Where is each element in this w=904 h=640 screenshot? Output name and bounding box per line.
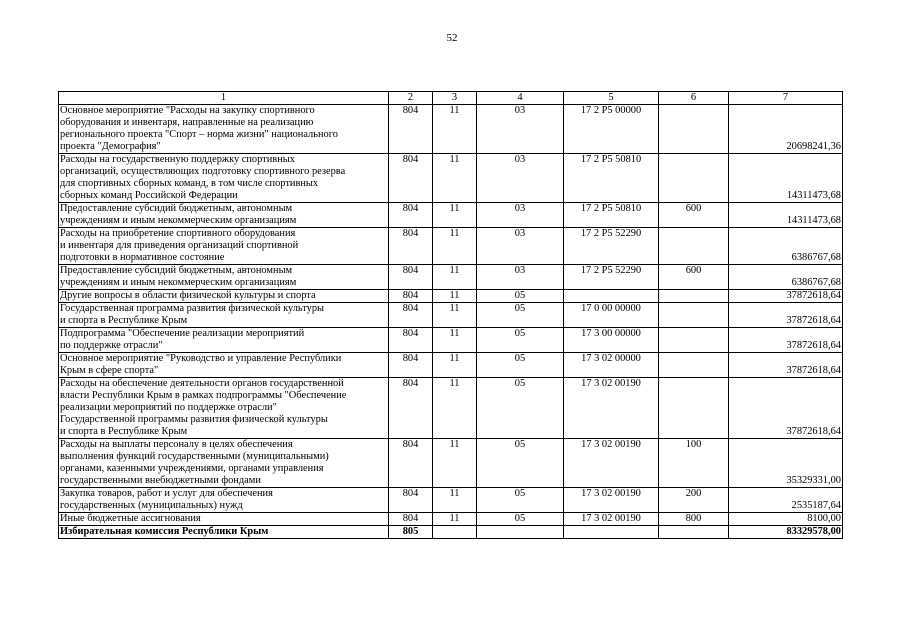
cell-target-article: [564, 290, 659, 303]
table-row: [59, 228, 843, 265]
cell-target-article: 17 3 00 00000: [564, 328, 659, 353]
cell-amount: 37872618,64: [729, 328, 843, 353]
cell-expense-type: [659, 526, 729, 539]
cell-subsection: 05: [477, 488, 564, 513]
table-row: [59, 439, 843, 488]
cell-target-article: [564, 526, 659, 539]
cell-expense-type: [659, 328, 729, 353]
cell-subsection: 05: [477, 303, 564, 328]
description-line: учреждениям и иным некоммерческим организациям: [60, 277, 297, 288]
cell-section: 11: [433, 513, 477, 526]
column-header: 3: [433, 92, 477, 105]
table-row: [59, 290, 843, 303]
cell-amount: 37872618,64: [729, 378, 843, 439]
cell-amount: 14311473,68: [729, 203, 843, 228]
cell-section: 11: [433, 105, 477, 154]
table-body: [59, 105, 843, 539]
row-description: [59, 154, 389, 203]
cell-section: 11: [433, 228, 477, 265]
row-description: [59, 265, 389, 290]
row-description: [59, 290, 389, 303]
cell-target-article: 17 3 02 00000: [564, 353, 659, 378]
cell-amount: 14311473,68: [729, 154, 843, 203]
cell-target-article: 17 2 P5 00000: [564, 105, 659, 154]
description-line: Расходы на приобретение спортивного оборудования: [60, 228, 296, 239]
cell-ministry-code: 804: [389, 513, 433, 526]
cell-amount: 37872618,64: [729, 290, 843, 303]
table-row: [59, 353, 843, 378]
cell-amount: 20698241,36: [729, 105, 843, 154]
description-line: учреждениям и иным некоммерческим организациям: [60, 215, 297, 226]
row-description: [59, 203, 389, 228]
cell-subsection: 03: [477, 203, 564, 228]
cell-section: [433, 526, 477, 539]
table-row: [59, 526, 843, 539]
cell-target-article: 17 3 02 00190: [564, 439, 659, 488]
cell-target-article: 17 3 02 00190: [564, 488, 659, 513]
cell-subsection: 05: [477, 353, 564, 378]
cell-ministry-code: 804: [389, 105, 433, 154]
description-line: Основное мероприятие "Расходы на закупку спортивного: [60, 105, 315, 116]
cell-target-article: 17 3 02 00190: [564, 378, 659, 439]
column-header: 4: [477, 92, 564, 105]
cell-section: 11: [433, 353, 477, 378]
cell-subsection: 05: [477, 513, 564, 526]
description-line: Крым в сфере спорта": [60, 365, 159, 376]
cell-subsection: [477, 526, 564, 539]
description-line: Иные бюджетные ассигнования: [60, 513, 201, 524]
description-line: Подпрограмма "Обеспечение реализации мероприятий: [60, 328, 305, 339]
cell-section: 11: [433, 154, 477, 203]
cell-ministry-code: 804: [389, 488, 433, 513]
table-row: [59, 265, 843, 290]
cell-amount: 6386767,68: [729, 228, 843, 265]
cell-expense-type: [659, 154, 729, 203]
description-line: и спорта в Республике Крым: [60, 426, 188, 437]
description-line: Государственной программы развития физической культуры: [60, 414, 328, 425]
cell-subsection: 03: [477, 228, 564, 265]
table-row: [59, 328, 843, 353]
description-line: выполнения функций государственными (муниципальными): [60, 451, 329, 462]
cell-subsection: 05: [477, 439, 564, 488]
table-row: [59, 154, 843, 203]
description-line: и инвентаря для приведения организаций спортивной: [60, 240, 299, 251]
row-description: [59, 513, 389, 526]
column-header: 6: [659, 92, 729, 105]
cell-ministry-code: 804: [389, 203, 433, 228]
cell-expense-type: [659, 228, 729, 265]
cell-expense-type: [659, 303, 729, 328]
table-row: [59, 488, 843, 513]
cell-section: 11: [433, 378, 477, 439]
cell-subsection: 05: [477, 378, 564, 439]
description-line: Предоставление субсидий бюджетным, автономным: [60, 265, 293, 276]
cell-target-article: 17 0 00 00000: [564, 303, 659, 328]
budget-table: [58, 91, 843, 539]
cell-target-article: 17 2 P5 52290: [564, 265, 659, 290]
cell-ministry-code: 804: [389, 353, 433, 378]
cell-ministry-code: 804: [389, 439, 433, 488]
cell-subsection: 03: [477, 154, 564, 203]
cell-amount: 37872618,64: [729, 353, 843, 378]
cell-section: 11: [433, 290, 477, 303]
cell-expense-type: 200: [659, 488, 729, 513]
description-line: Предоставление субсидий бюджетным, автономным: [60, 203, 293, 214]
row-description: [59, 228, 389, 265]
column-header: 1: [59, 92, 389, 105]
cell-expense-type: [659, 105, 729, 154]
page-number: 52: [446, 32, 458, 44]
cell-ministry-code: 804: [389, 378, 433, 439]
cell-target-article: 17 2 P5 52290: [564, 228, 659, 265]
cell-ministry-code: 804: [389, 154, 433, 203]
row-description: [59, 328, 389, 353]
cell-subsection: 05: [477, 290, 564, 303]
description-line: Расходы на обеспечение деятельности органов государственной: [60, 378, 344, 389]
cell-section: 11: [433, 439, 477, 488]
description-line: государственных (муниципальных) нужд: [60, 500, 243, 511]
cell-ministry-code: 804: [389, 265, 433, 290]
row-description: [59, 353, 389, 378]
table-row: [59, 378, 843, 439]
table-header-row: [59, 92, 843, 105]
description-line: Закупка товаров, работ и услуг для обеспечения: [60, 488, 273, 499]
cell-section: 11: [433, 303, 477, 328]
cell-expense-type: [659, 290, 729, 303]
cell-ministry-code: 804: [389, 328, 433, 353]
table-row: [59, 105, 843, 154]
cell-target-article: 17 2 P5 50810: [564, 154, 659, 203]
cell-ministry-code: 804: [389, 228, 433, 265]
cell-target-article: 17 3 02 00190: [564, 513, 659, 526]
cell-expense-type: 100: [659, 439, 729, 488]
table-row: [59, 303, 843, 328]
cell-expense-type: 600: [659, 265, 729, 290]
description-line: для спортивных сборных команд, в том числе спортивных: [60, 178, 319, 189]
cell-expense-type: 600: [659, 203, 729, 228]
column-header: 5: [564, 92, 659, 105]
cell-subsection: 03: [477, 265, 564, 290]
cell-subsection: 05: [477, 328, 564, 353]
column-header: 2: [389, 92, 433, 105]
cell-amount: 37872618,64: [729, 303, 843, 328]
description-line: сборных команд Российской Федерации: [60, 190, 238, 201]
cell-expense-type: [659, 353, 729, 378]
description-line: Расходы на выплаты персоналу в целях обеспечения: [60, 439, 293, 450]
row-description: [59, 303, 389, 328]
description-line: оборудования и инвентаря, направленные на реализацию: [60, 117, 314, 128]
description-line: Другие вопросы в области физической культуры и спорта: [60, 290, 316, 301]
row-description: [59, 526, 389, 539]
description-line: и спорта в Республике Крым: [60, 315, 188, 326]
description-line: подготовки в нормативное состояние: [60, 252, 225, 263]
cell-expense-type: [659, 378, 729, 439]
cell-section: 11: [433, 265, 477, 290]
description-line: по поддержке отрасли": [60, 340, 163, 351]
cell-amount: 8100,00: [729, 513, 843, 526]
column-header: 7: [729, 92, 843, 105]
description-line: Основное мероприятие "Руководство и управление Республики: [60, 353, 342, 364]
table-row: [59, 203, 843, 228]
row-description: [59, 439, 389, 488]
description-line: проекта "Демография": [60, 141, 161, 152]
cell-amount: 6386767,68: [729, 265, 843, 290]
cell-target-article: 17 2 P5 50810: [564, 203, 659, 228]
cell-subsection: 03: [477, 105, 564, 154]
cell-amount: 2535187,64: [729, 488, 843, 513]
cell-amount: 83329578,00: [729, 526, 843, 539]
description-line: Избирательная комиссия Республики Крым: [60, 526, 269, 537]
description-line: Расходы на государственную поддержку спортивных: [60, 154, 295, 165]
cell-ministry-code: 805: [389, 526, 433, 539]
cell-ministry-code: 804: [389, 303, 433, 328]
cell-expense-type: 800: [659, 513, 729, 526]
row-description: [59, 378, 389, 439]
description-line: власти Республики Крым в рамках подпрограммы "Обеспечение: [60, 390, 347, 401]
cell-section: 11: [433, 203, 477, 228]
table-row: [59, 513, 843, 526]
cell-amount: 35329331,00: [729, 439, 843, 488]
row-description: [59, 488, 389, 513]
cell-section: 11: [433, 328, 477, 353]
row-description: [59, 105, 389, 154]
description-line: Государственная программа развития физической культуры: [60, 303, 325, 314]
description-line: организаций, осуществляющих подготовку спортивного резерва: [60, 166, 346, 177]
description-line: реализации мероприятий по поддержке отрасли": [60, 402, 277, 413]
description-line: регионального проекта "Спорт – норма жизни" национального: [60, 129, 338, 140]
cell-ministry-code: 804: [389, 290, 433, 303]
cell-section: 11: [433, 488, 477, 513]
description-line: государственными внебюджетными фондами: [60, 475, 261, 486]
description-line: органами, казенными учреждениями, органами управления: [60, 463, 324, 474]
